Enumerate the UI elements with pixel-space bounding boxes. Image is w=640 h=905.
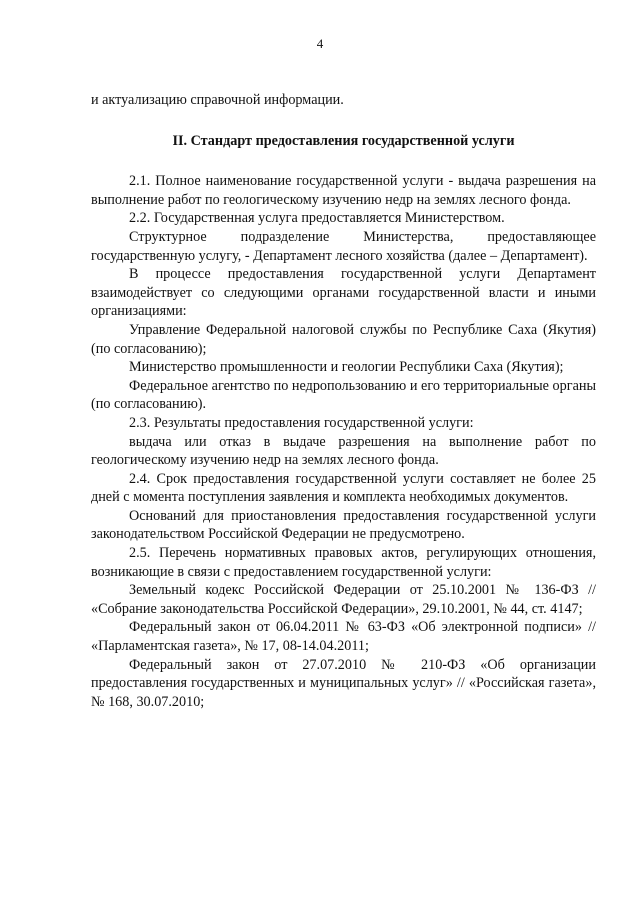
paragraph-2-5: 2.5. Перечень нормативных правовых актов, регулирующих отношения, возникающие в связи с предоставлением государственной услуги: xyxy=(91,545,596,580)
paragraph-interaction: В процессе предоставления государственной услуги Департамент взаимодействует со следующими органами государственной власти и иными организациями: xyxy=(91,266,596,320)
paragraph-subsoil-agency: Федеральное агентство по недропользованию и его территориальные органы (по согласованию). xyxy=(91,377,596,413)
paragraph-tax-service: Управление Федеральной налоговой службы по Республике Саха (Якутия) (по согласованию); xyxy=(91,321,596,357)
page-number: 4 xyxy=(316,36,324,51)
paragraph-2-2: 2.2. Государственная услуга предоставляется Министерством. xyxy=(129,210,505,227)
document-body xyxy=(91,91,596,711)
paragraph-2-4: 2.4. Срок предоставления государственной услуги составляет не более 25 дней с момента поступления заявления и комплекта необходимых документов. xyxy=(91,470,596,506)
paragraph-services-law: Федеральный закон от 27.07.2010 № 210-ФЗ «Об организации предоставления государственных и муниципальных услуг» // «Российская газета», № 168, 30.07.2010; xyxy=(91,656,596,710)
paragraph-structural-unit: Структурное подразделение Министерства, предоставляющее государственную услугу, - Департамент лесного хозяйства (далее – Департамент). xyxy=(91,228,596,264)
paragraph-ministry-industry: Министерство промышленности и геологии Республики Саха (Якутия); xyxy=(129,359,564,376)
paragraph-land-code: Земельный кодекс Российской Федерации от 25.10.2001 № 136-ФЗ // «Собрание законодательства Российской Федерации», 29.10.2001, № 44, ст. 4147; xyxy=(91,582,596,617)
paragraph-e-signature-law: Федеральный закон от 06.04.2011 № 63-ФЗ «Об электронной подписи» // «Парламентская газета», № 17, 08-14.04.2011; xyxy=(91,619,596,655)
paragraph-2-1: 2.1. Полное наименование государственной услуги - выдача разрешения на выполнение работ по геологическому изучению недр на землях лесного фонда. xyxy=(91,173,596,208)
paragraph-no-suspension: Оснований для приостановления предоставления государственной услуги законодательством Российской Федерации не предусмотрено. xyxy=(91,507,596,543)
section-title: II. Стандарт предоставления государственной услуги xyxy=(172,132,515,149)
intro-line: и актуализацию справочной информации. xyxy=(91,92,344,108)
paragraph-result: выдача или отказ в выдаче разрешения на выполнение работ по геологическому изучению недр на землях лесного фонда. xyxy=(91,433,596,469)
paragraph-2-3: 2.3. Результаты предоставления государственной услуги: xyxy=(129,414,474,431)
